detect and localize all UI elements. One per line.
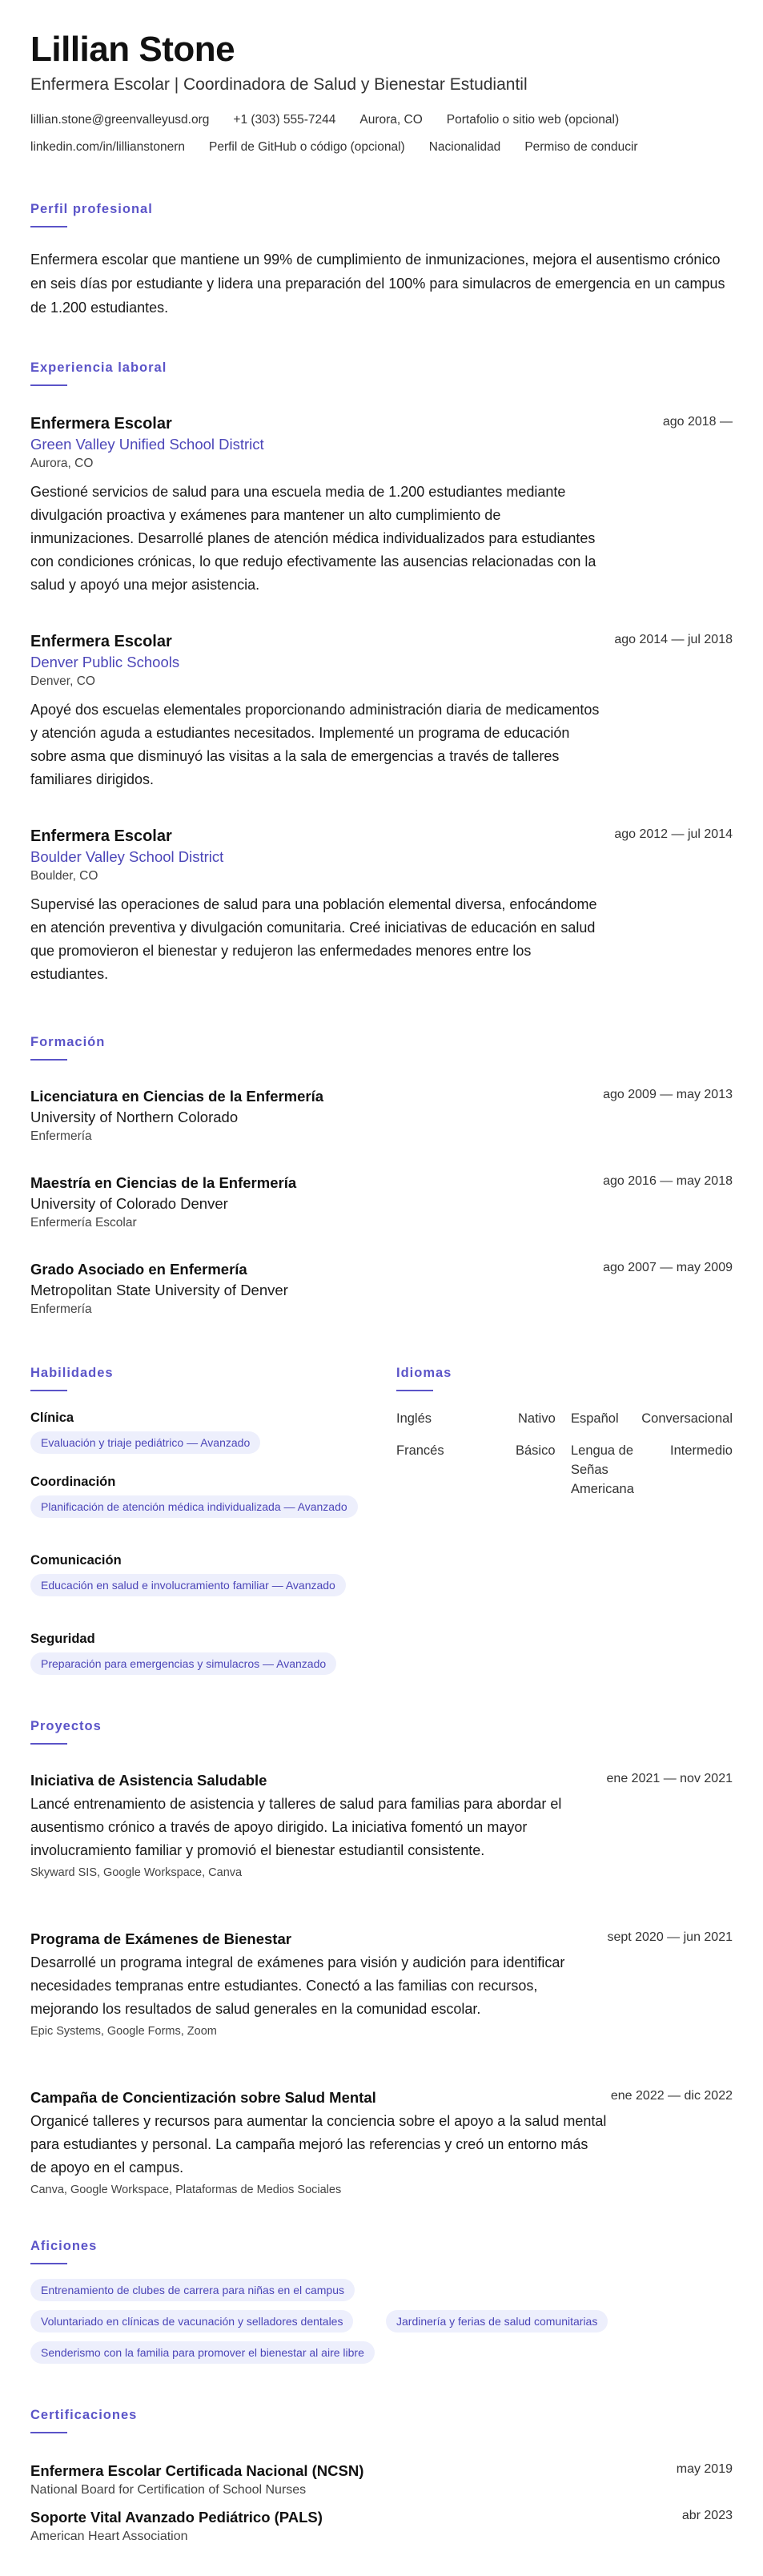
hobby-tag: Entrenamiento de clubes de carrera para niñas en el campus [30,2279,355,2301]
job-title: Enfermera Escolar [30,827,172,845]
project-technologies: Canva, Google Workspace, Plataformas de Medios Sociales [30,2184,342,2196]
hobby-tag: Jardinería y ferias de salud comunitarias [386,2310,608,2332]
skill-tag: Evaluación y triaje pediátrico — Avanzado [30,1431,260,1454]
section-title: Aficiones [30,2239,98,2253]
skill-tag: Planificación de atención médica individualizada — Avanzado [30,1495,358,1518]
language-level: Conversacional [641,1411,733,1426]
education-dates: ago 2016 — may 2018 [603,1174,733,1188]
candidate-headline: Enfermera Escolar | Coordinadora de Salud y Bienestar Estudiantil [30,75,528,94]
candidate-name: Lillian Stone [30,30,235,69]
skill-category: Clínica [30,1411,74,1425]
contact-linkedin[interactable]: linkedin.com/in/lillianstonern [30,140,185,154]
section-divider [30,1390,67,1391]
language-name: Lengua de Señas Americana [571,1443,634,1496]
project-dates: ene 2021 — nov 2021 [606,1772,733,1785]
job-location: Boulder, CO [30,869,98,883]
contact-location: Aurora, CO [359,113,423,127]
school-name: Metropolitan State University of Denver [30,1282,288,1298]
section-divider [30,2432,67,2433]
hobby-tag: Senderismo con la familia para promover el bienestar al aire libre [30,2341,375,2364]
project-item [30,1770,733,1882]
section-title: Certificaciones [30,2408,138,2422]
field-of-study: Enfermería [30,1302,92,1316]
projects-section [30,1717,733,2198]
language-name: Español [571,1411,619,1426]
education-item [30,1259,733,1318]
section-title: Experiencia laboral [30,360,167,375]
education-dates: ago 2007 — may 2009 [603,1261,733,1274]
profile-summary: Enfermera escolar que mantiene un 99% de cumplimiento de inmunizaciones, mejora el ausentismo crónico en seis días por estudiante y lidera una preparación del 100% para simulacros de emergencia en un campus de 1.200 estudiantes. [30,252,725,316]
project-dates: ene 2022 — dic 2022 [610,2089,733,2103]
certification-date: abr 2023 [681,2509,733,2522]
section-title: Formación [30,1035,106,1049]
project-technologies: Epic Systems, Google Forms, Zoom [30,2025,217,2038]
project-dates: sept 2020 — jun 2021 [607,1930,733,1944]
profile-section [30,200,733,320]
contact-email[interactable]: lillian.stone@greenvalleyusd.org [30,113,210,127]
section-divider [30,1743,67,1745]
section-divider [30,226,67,227]
job-dates: ago 2014 — jul 2018 [614,633,733,646]
project-description: Organicé talleres y recursos para aumentar la conciencia sobre el apoyo a la salud mental para estudiantes y personal. La campaña mejoró las referencias y creó un entorno más de apoyo en el campus. [30,2113,607,2176]
school-name: University of Northern Colorado [30,1109,239,1125]
job-title: Enfermera Escolar [30,415,172,433]
job-dates: ago 2012 — jul 2014 [614,827,733,841]
contact-nationality: Nacionalidad [428,140,501,154]
section-title: Proyectos [30,1719,102,1733]
certification-issuer: National Board for Certification of School Nurses [30,2483,307,2497]
experience-item [30,631,733,791]
certification-name: Enfermera Escolar Certificada Nacional (NCSN) [30,2462,364,2479]
field-of-study: Enfermería Escolar [30,1216,137,1230]
project-name: Iniciativa de Asistencia Saludable [30,1772,267,1789]
employer-name[interactable]: Boulder Valley School District [30,848,224,865]
experience-item [30,826,733,986]
skill-category: Coordinación [30,1475,116,1489]
project-name: Programa de Exámenes de Bienestar [30,1930,291,1947]
job-description: Gestioné servicios de salud para una escuela media de 1.200 estudiantes mediante divulgación proactiva y exámenes para mantener un alto cumplimiento de inmunizaciones. Desarrollé planes de atención médica individualizados para estudiantes con condiciones crónicas, lo que redujo efectivamente las ausencias relacionadas con la salud y apoyó una mejor asistencia. [30,484,596,593]
contact-website[interactable]: Portafolio o sitio web (opcional) [446,113,620,127]
project-item [30,1929,733,2040]
degree-name: Maestría en Ciencias de la Enfermería [30,1174,297,1191]
certification-issuer: American Heart Association [30,2530,188,2543]
job-description: Apoyé dos escuelas elementales proporcionando administración diaria de medicamentos y atención aguda a estudiantes necesitados. Implementé un programa de educación sobre asma que disminuyó las visitas a la sala de emergencias a través de talleres familiares dirigidos. [30,702,600,787]
skill-category: Seguridad [30,1632,95,1646]
language-level: Básico [516,1443,556,1458]
certification-date: may 2019 [676,2462,733,2476]
job-location: Denver, CO [30,674,95,688]
project-description: Lancé entrenamiento de asistencia y talleres de salud para familias para abordar el ausentismo crónico a través de apoyo dirigido. La iniciativa fomentó un mayor involucramiento familiar y promovió el bienestar estudiantil consistente. [30,1796,562,1858]
employer-name[interactable]: Green Valley Unified School District [30,436,264,453]
certification-name: Soporte Vital Avanzado Pediátrico (PALS) [30,2509,323,2526]
job-description: Supervisé las operaciones de salud para una población elemental diversa, enfocándome en atención preventiva y divulgación comunitaria. Creé iniciativas de educación en salud que promovieron el bienestar y redujeron las enfermedades menores entre los estudiantes. [30,896,597,982]
degree-name: Grado Asociado en Enfermería [30,1261,247,1278]
job-title: Enfermera Escolar [30,633,172,650]
certification-item [30,2507,733,2546]
section-divider [396,1390,433,1391]
project-name: Campaña de Concientización sobre Salud Mental [30,2089,376,2106]
employer-name[interactable]: Denver Public Schools [30,654,180,670]
education-item [30,1173,733,1232]
section-divider [30,2263,67,2264]
hobbies-section [30,2237,733,2397]
skill-category: Comunicación [30,1553,122,1568]
section-title: Habilidades [30,1366,114,1380]
school-name: University of Colorado Denver [30,1195,228,1212]
education-dates: ago 2009 — may 2013 [603,1088,733,1101]
project-technologies: Skyward SIS, Google Workspace, Canva [30,1866,243,1879]
contact-phone[interactable]: +1 (303) 555-7244 [233,113,336,127]
section-title: Idiomas [396,1366,452,1380]
contact-github[interactable]: Perfil de GitHub o código (opcional) [209,140,405,154]
job-dates: ago 2018 — [662,415,733,429]
resume-header [30,29,733,155]
skill-tag: Preparación para emergencias y simulacros — Avanzado [30,1652,336,1675]
contact-driving-license: Permiso de conducir [524,140,638,154]
skill-tag: Educación en salud e involucramiento familiar — Avanzado [30,1574,346,1596]
section-divider [30,384,67,386]
degree-name: Licenciatura en Ciencias de la Enfermería [30,1088,324,1105]
field-of-study: Enfermería [30,1129,92,1143]
project-description: Desarrollé un programa integral de exámenes para visión y audición para identificar necesidades tempranas entre estudiantes. Conectó a las familias con recursos, mejorando los resultados de salud generales en la comunidad escolar. [30,1954,565,2017]
hobby-tag: Voluntariado en clínicas de vacunación y selladores dentales [30,2310,353,2332]
experience-section [30,359,733,1000]
education-item [30,1086,733,1145]
language-name: Inglés [396,1411,432,1426]
contact-list [30,112,733,155]
language-name: Francés [396,1443,444,1458]
job-location: Aurora, CO [30,457,94,470]
project-item [30,2087,733,2199]
section-divider [30,1059,67,1061]
experience-item [30,413,733,597]
education-section [30,1033,733,1354]
section-title: Perfil profesional [30,202,153,216]
languages-section [396,1364,733,1524]
skills-section [30,1364,367,1684]
language-level: Intermedio [670,1443,733,1458]
certification-item [30,2461,733,2499]
certifications-section [30,2406,733,2566]
language-level: Nativo [518,1411,556,1426]
